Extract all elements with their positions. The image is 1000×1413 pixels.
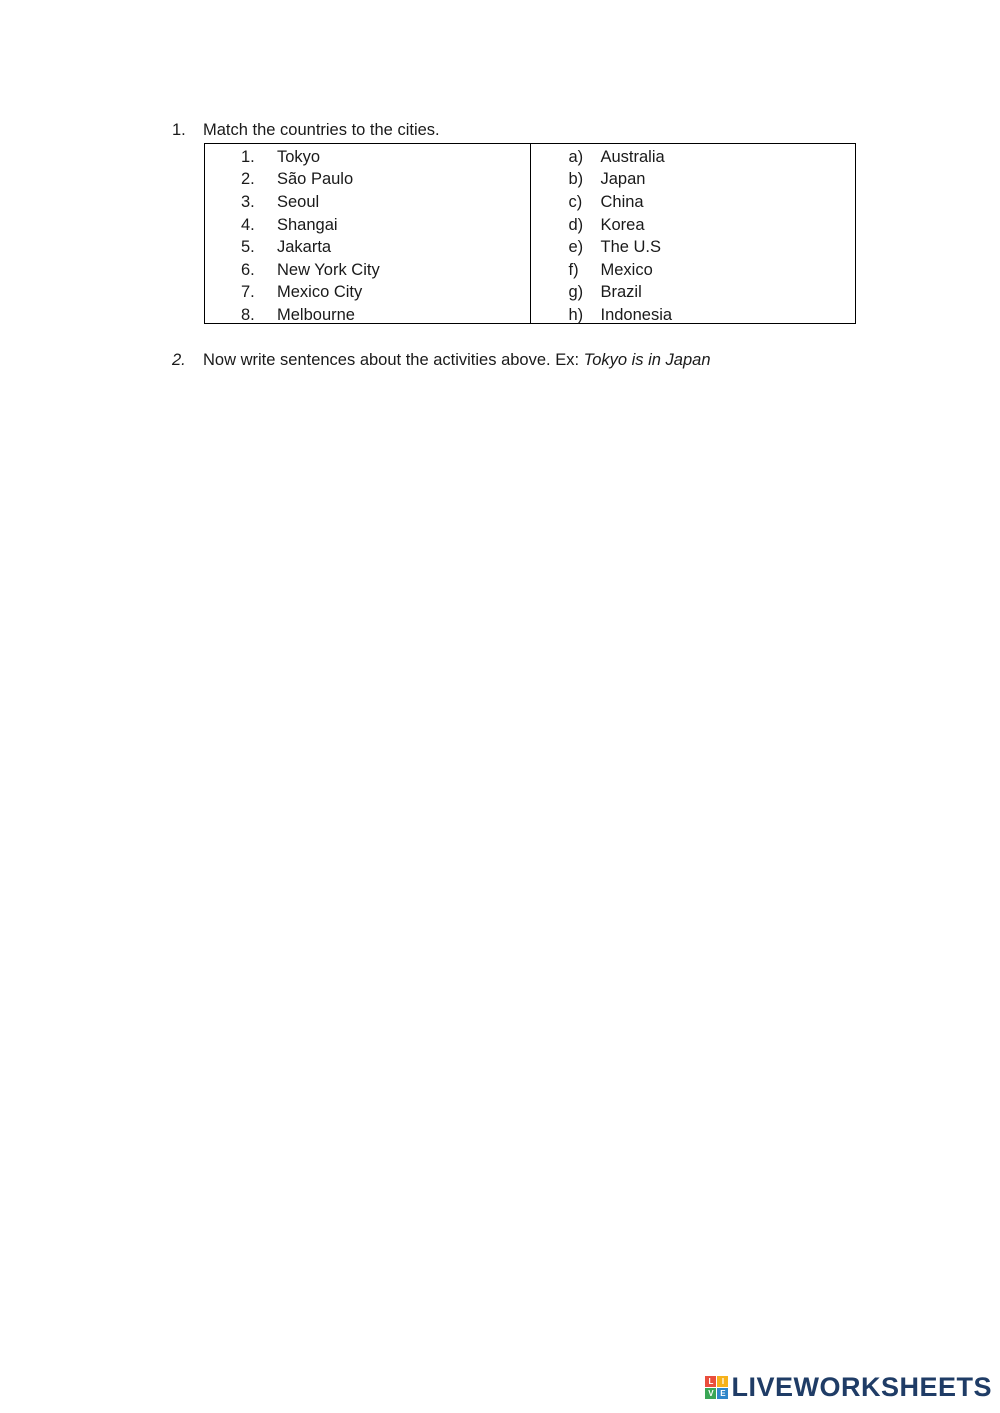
city-item	[205, 169, 530, 192]
city-index: 4.	[241, 215, 255, 234]
country-name: Indonesia	[600, 305, 673, 324]
city-index: 5.	[241, 238, 255, 257]
city-index: 2.	[241, 170, 255, 189]
city-item	[205, 146, 530, 169]
city-item	[205, 191, 530, 214]
countries-column	[531, 144, 856, 323]
country-name: China	[600, 192, 644, 211]
question-1-number: 1.	[172, 121, 186, 139]
question-2-text: Now write sentences about the activities above. Ex:	[203, 351, 584, 369]
country-index: g)	[568, 283, 584, 302]
city-item	[205, 259, 530, 282]
question-2-number: 2.	[172, 351, 186, 369]
city-item	[205, 282, 530, 305]
cities-column	[205, 144, 531, 323]
city-item	[205, 304, 530, 327]
country-item	[531, 259, 856, 282]
country-item	[531, 304, 856, 327]
city-index: 6.	[241, 260, 255, 279]
country-name: Korea	[600, 215, 645, 234]
country-name: Japan	[600, 170, 646, 189]
country-index: e)	[568, 238, 584, 257]
country-index: f)	[568, 260, 579, 279]
logo-text: LIVEWORKSHEETS	[731, 1372, 992, 1402]
question-1-text: Match the countries to the cities.	[203, 121, 440, 139]
logo-mark-icon	[705, 1376, 728, 1399]
country-item	[531, 214, 856, 237]
country-index: c)	[568, 192, 583, 211]
city-item	[205, 236, 530, 259]
country-name: Australia	[600, 147, 665, 166]
country-index: d)	[568, 215, 584, 234]
country-item	[531, 146, 856, 169]
country-index: a)	[568, 147, 584, 166]
city-name: Tokyo	[277, 147, 321, 166]
country-item	[531, 282, 856, 305]
city-item	[205, 214, 530, 237]
question-2-example: Tokyo is in Japan	[583, 351, 711, 369]
city-name: Mexico City	[277, 283, 363, 302]
city-name: Jakarta	[277, 238, 332, 257]
country-name: Mexico	[600, 260, 653, 279]
matching-table	[204, 143, 856, 324]
city-index: 1.	[241, 147, 255, 166]
country-index: b)	[568, 170, 584, 189]
country-name: The U.S	[600, 238, 662, 257]
question-2-text-wrapper	[203, 350, 711, 370]
logo-mark-letter: V	[705, 1388, 716, 1399]
country-item	[531, 236, 856, 259]
city-index: 7.	[241, 283, 255, 302]
city-name: Seoul	[277, 192, 320, 211]
city-index: 3.	[241, 192, 255, 211]
city-name: Melbourne	[277, 305, 355, 324]
country-index: h)	[568, 305, 584, 324]
logo-mark-letter: E	[717, 1388, 728, 1399]
city-index: 8.	[241, 305, 255, 324]
city-name: São Paulo	[277, 170, 354, 189]
logo-mark-letter: L	[705, 1376, 716, 1387]
city-name: Shangai	[277, 215, 338, 234]
liveworksheets-logo	[705, 1372, 992, 1403]
city-name: New York City	[277, 260, 380, 279]
logo-mark-letter: I	[717, 1376, 728, 1387]
country-item	[531, 169, 856, 192]
country-name: Brazil	[600, 283, 642, 302]
country-item	[531, 191, 856, 214]
